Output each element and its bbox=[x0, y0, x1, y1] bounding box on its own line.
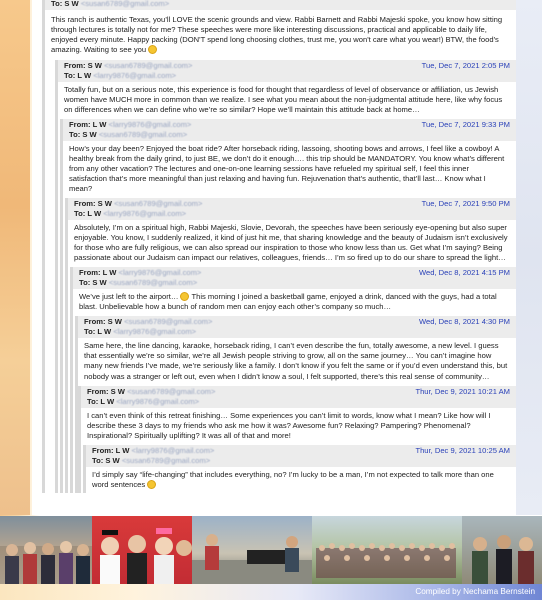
from-line: From: L W <larry9876@gmail.com> bbox=[79, 268, 202, 278]
sweat-smile-emoji-icon bbox=[180, 292, 189, 301]
message-header bbox=[45, 0, 516, 10]
from-line: From: L W <larry9876@gmail.com> bbox=[69, 120, 192, 130]
message-header bbox=[86, 445, 516, 467]
message-0 bbox=[42, 0, 516, 493]
to-line: To: L W <larry9876@gmail.com> bbox=[84, 327, 197, 337]
photo-strip bbox=[0, 516, 542, 584]
footer-banner bbox=[0, 584, 542, 600]
message-date: Thur, Dec 9, 2021 10:21 AM bbox=[415, 386, 510, 396]
photo-group-women-1 bbox=[0, 516, 92, 584]
message-6 bbox=[78, 386, 516, 493]
message-date: Tue, Dec 7, 2021 2:05 PM bbox=[421, 61, 510, 71]
message-3 bbox=[65, 198, 516, 492]
message-body: I’d simply say “life-changing” that includes everything, no? I’m lucky to be a man, I’m not expected to talk more than one word sentences bbox=[92, 469, 494, 489]
to-line: To: S W <susan6789@gmail.com> bbox=[79, 278, 198, 288]
to-line: To: S W <susan6789@gmail.com> bbox=[69, 130, 188, 140]
message-header bbox=[63, 119, 516, 141]
message-1 bbox=[55, 60, 516, 493]
message-header bbox=[81, 386, 516, 408]
message-header bbox=[73, 267, 516, 289]
message-body: This ranch is authentic Texas, you’ll LOVE the scenic grounds and view. Rabbi Barnett and Rabbi Majeski spoke, you know how sitting through lectures is totally not for me? These speeches were more like interesting discussions, practical and applicable to daily life, enjoyed every minute. Happy packing (DON'T spend long choosing clothes, trust me, you won't care what you wear!) BTW, the food's amazing. Waiting to see you bbox=[51, 15, 503, 55]
message-header bbox=[68, 198, 516, 220]
message-body: Absolutely, I’m on a spiritual high, Rabbi Majeski, Slovie, Devorah, the speeches have been seriously eye-opening but also super enjoyable. You know, I suddenly realized, it kind of just hit me, that sharing knowledge and the beauty of Judaism isn’t exclusively for those who are fully religious, we can also spread our inspiration to those who know less than us. Get what I’m saying? Being passionate about our Judaism can impact our relatives, colleagues, friends… I’m so fired up to do our share to spread the light… bbox=[74, 223, 508, 263]
message-7 bbox=[83, 445, 516, 493]
photo-group-women-2 bbox=[92, 516, 192, 584]
from-line: From: L W <larry9876@gmail.com> bbox=[92, 445, 215, 455]
smiley-emoji-icon bbox=[147, 480, 156, 489]
message-date: Thur, Dec 9, 2021 10:25 AM bbox=[415, 445, 510, 455]
message-body: Totally fun, but on a serious note, this experience is food for thought that regardless of level of observance or affiliation, us Jewish women have MUCH more in common than we realize. I see what you mean about the non-judgmental attitude here, like why focus on differences when we can define who we’re so similar? Hope we’ll maintain this attitude back at home… bbox=[64, 85, 503, 115]
message-body: We’ve just left to the airport… This morning I joined a basketball game, enjoyed a drink, danced with the guys, had a total blast. Unbelievable how a bunch of random men can enjoy each other’s company so much… bbox=[79, 292, 497, 312]
left-decorative-band bbox=[0, 0, 30, 515]
message-body: Same here, the line dancing, karaoke, horseback riding, I can’t even describe the fun, totally awesome, a new level. I guess that essentially we’re so similar, we’re all Jewish people striving to grow, all on the same journey… You can’t imagine how many new friends I’ve made, we’re seriously like a family. I don’t know if you felt the same or if you’d even understand this, but nobody was a stranger or left out, even when I didn’t know a soul, I felt supported, there’s this real sense of community… bbox=[84, 341, 508, 381]
to-line: To: L W <larry9876@gmail.com> bbox=[87, 396, 200, 406]
message-body: How’s your day been? Enjoyed the boat ride? After horseback riding, lassoing, shooting bows and arrows, I feel like a cowboy! A healthy break from the daily grind, to just BE, we don’t do it enough…. this trip should be MANDATORY. You know what’s different from any other vacation? The lectures and one-on-one learning sessions have refueled my spiritual self, I feel this inner satisfaction that’s more meaningful than just relaxing and having fun. Rejuvenation that’s authentic, that’ll last… Know what I mean? bbox=[69, 144, 505, 194]
message-header bbox=[78, 316, 516, 338]
photo-men-outdoor bbox=[192, 516, 312, 584]
to-line: To: S W <susan6789@gmail.com> bbox=[51, 0, 170, 8]
grin-emoji-icon bbox=[148, 45, 157, 54]
from-line: From: S W <susan6789@gmail.com> bbox=[84, 317, 213, 327]
photo-large-group bbox=[312, 516, 462, 584]
to-line: To: L W <larry9876@gmail.com> bbox=[74, 209, 187, 219]
message-date: Tue, Dec 7, 2021 9:33 PM bbox=[421, 120, 510, 130]
right-decorative-band bbox=[516, 0, 542, 515]
message-body: I can’t even think of this retreat finishing… Some experiences you can’t limit to words, know what I mean? Like how will I describe these 3 days to my friends who ask me how it was? Awesome fun? Relaxing? Pampering? Phenomenal? Inspirational? Spiritually uplifting? It was all of that and more! bbox=[87, 410, 491, 440]
message-header bbox=[58, 60, 516, 82]
message-2 bbox=[60, 119, 516, 493]
message-5 bbox=[75, 316, 516, 492]
from-line: From: S W <susan6789@gmail.com> bbox=[87, 386, 216, 396]
message-date: Tue, Dec 7, 2021 9:50 PM bbox=[421, 199, 510, 209]
compiled-by-credit: Compiled by Nechama Bernstein bbox=[415, 587, 535, 596]
message-4 bbox=[70, 267, 516, 492]
from-line: From: S W <susan6789@gmail.com> bbox=[64, 61, 193, 71]
photo-men-group bbox=[462, 516, 542, 584]
to-line: To: L W <larry9876@gmail.com> bbox=[64, 71, 177, 81]
from-line: From: S W <susan6789@gmail.com> bbox=[74, 199, 203, 209]
message-date: Wed, Dec 8, 2021 4:15 PM bbox=[418, 268, 510, 278]
to-line: To: S W <susan6789@gmail.com> bbox=[92, 455, 211, 465]
email-thread bbox=[32, 0, 516, 515]
message-date: Wed, Dec 8, 2021 4:30 PM bbox=[418, 317, 510, 327]
